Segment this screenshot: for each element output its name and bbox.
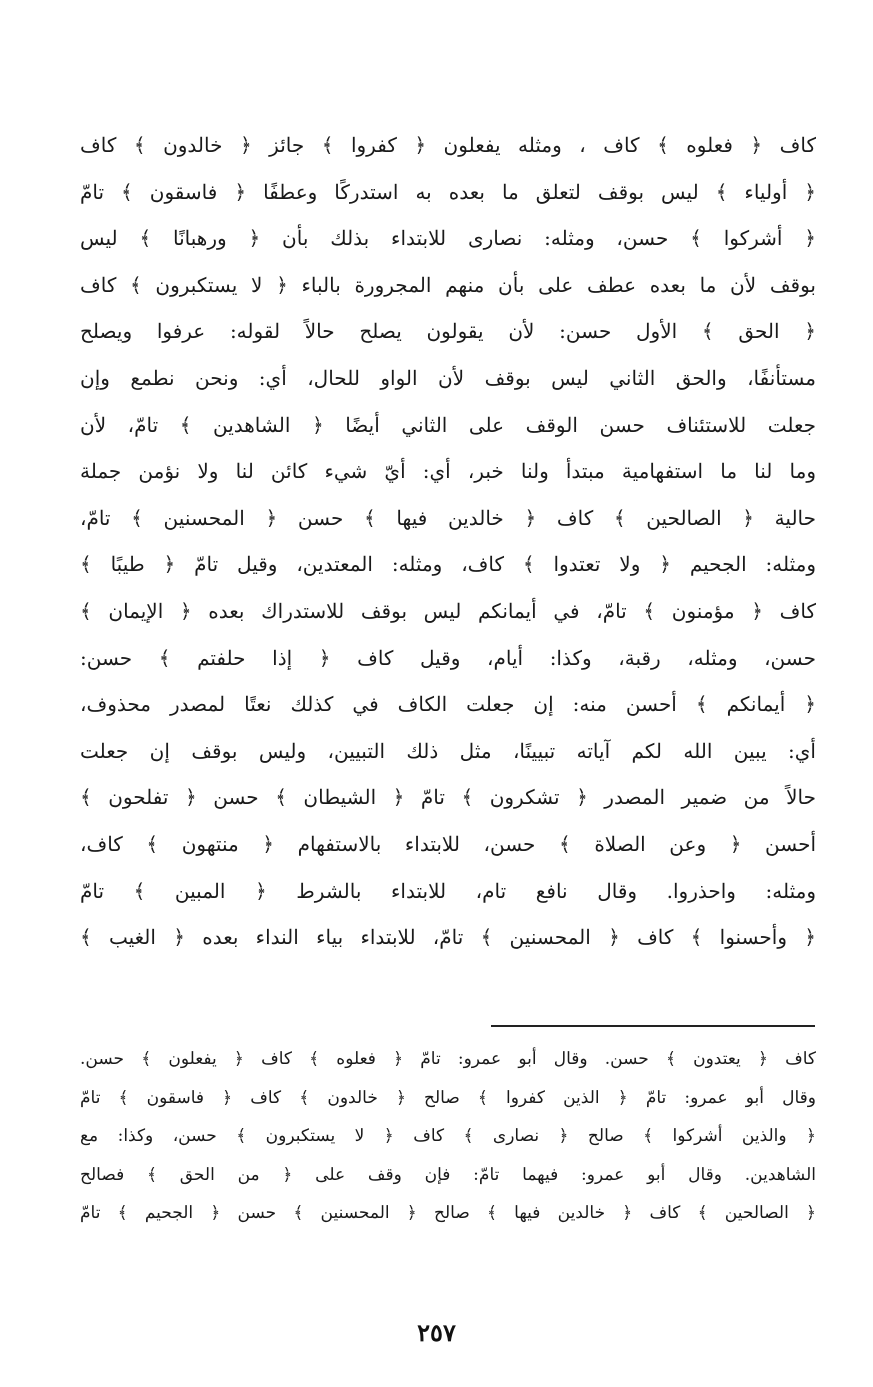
footnote-line: ﴿ والذين أشركوا ﴾ صالح ﴿ نصارى ﴾ كاف ﴿ لا يستكبرون ﴾ حسن، وكذا: مع <box>80 1126 816 1146</box>
main-text-line: حالاً من ضمير المصدر ﴿ تشكرون ﴾ تامّ ﴿ الشيطان ﴾ حسن ﴿ تفلحون ﴾ <box>80 785 816 810</box>
page-number: ٢٥٧ <box>417 1318 456 1347</box>
main-text-line: مستأنفًا، والحق الثاني ليس بوقف لأن الواو للحال، أي: ونحن نطمع وإن <box>80 365 816 390</box>
main-text-line: ﴿ الحق ﴾ الأول حسن: لأن يقولون يصلح حالاً لقوله: عرفوا ويصلح <box>80 319 816 344</box>
main-text-line: ﴿ أيمانكم ﴾ أحسن منه: إن جعلت الكاف في كذلك نعتًا لمصدر محذوف، <box>80 692 816 717</box>
main-text-line: ومثله: الجحيم ﴿ ولا تعتدوا ﴾ كاف، ومثله: المعتدين، وقيل تامّ ﴿ طيبًا ﴾ <box>80 552 816 577</box>
footnote-line: وقال أبو عمرو: تامّ ﴿ الذين كفروا ﴾ صالح ﴿ خالدون ﴾ كاف ﴿ فاسقون ﴾ تامّ <box>80 1087 816 1108</box>
main-text-line: جعلت للاستئناف حسن الوقف على الثاني أيضًا ﴿ الشاهدين ﴾ تامّ، لأن <box>80 412 816 437</box>
main-text-line: ﴿ وأحسنوا ﴾ كاف ﴿ المحسنين ﴾ تامّ، للابتداء بياء النداء بعده ﴿ الغيب ﴾ <box>80 925 816 950</box>
main-text-line: كاف ﴿ فعلوه ﴾ كاف ، ومثله يفعلون ﴿ كفروا ﴾ جائز ﴿ خالدون ﴾ كاف <box>80 133 816 157</box>
footnotes-block <box>80 1040 816 1233</box>
footnote-line: كاف ﴿ يعتدون ﴾ حسن. وقال أبو عمرو: تامّ ﴿ فعلوه ﴾ كاف ﴿ يفعلون ﴾ حسن. <box>80 1049 816 1069</box>
main-text-line: حسن، ومثله، رقبة، وكذا: أيام، وقيل كاف ﴿ إذا حلفتم ﴾ حسن: <box>80 645 816 670</box>
main-text-line: ﴿ أشركوا ﴾ حسن، ومثله: نصارى للابتداء بذلك بأن ﴿ ورهبانًا ﴾ ليس <box>80 226 816 251</box>
main-text-block <box>80 122 816 961</box>
main-text-line: ومثله: واحذروا. وقال نافع تام، للابتداء بالشرط ﴿ المبين ﴾ تامّ <box>80 878 816 903</box>
main-text-line: أحسن ﴿ وعن الصلاة ﴾ حسن، للابتداء بالاستفهام ﴿ منتهون ﴾ كاف، <box>80 831 816 856</box>
footnote-separator-rule <box>491 1025 815 1027</box>
main-text-line: بوقف لأن ما بعده عطف على بأن منهم المجرورة بالباء ﴿ لا يستكبرون ﴾ كاف <box>80 272 816 297</box>
main-text-line: حالية ﴿ الصالحين ﴾ كاف ﴿ خالدين فيها ﴾ حسن ﴿ المحسنين ﴾ تامّ، <box>80 505 816 530</box>
main-text-line: كاف ﴿ مؤمنون ﴾ تامّ، في أيمانكم ليس بوقف للاستدراك بعده ﴿ الإيمان ﴾ <box>80 598 816 623</box>
footnote-line: الشاهدين. وقال أبو عمرو: فيهما تامّ: فإن وقف على ﴿ من الحق ﴾ فصالح <box>80 1164 816 1185</box>
footnote-line: ﴿ الصالحين ﴾ كاف ﴿ خالدين فيها ﴾ صالح ﴿ المحسنين ﴾ حسن ﴿ الجحيم ﴾ تامّ <box>80 1203 816 1223</box>
main-text-line: ﴿ أولياء ﴾ ليس بوقف لتعلق ما بعده به استدركًا وعطفًا ﴿ فاسقون ﴾ تامّ <box>80 179 816 204</box>
main-text-line: أي: يبين الله لكم آياته تبيينًا، مثل ذلك التبيين، وليس بوقف إن جعلت <box>80 738 816 763</box>
main-text-line: وما لنا ما استفهامية مبتدأ ولنا خبر، أي: أيّ شيء كائن لنا ولا نؤمن جملة <box>80 459 816 484</box>
